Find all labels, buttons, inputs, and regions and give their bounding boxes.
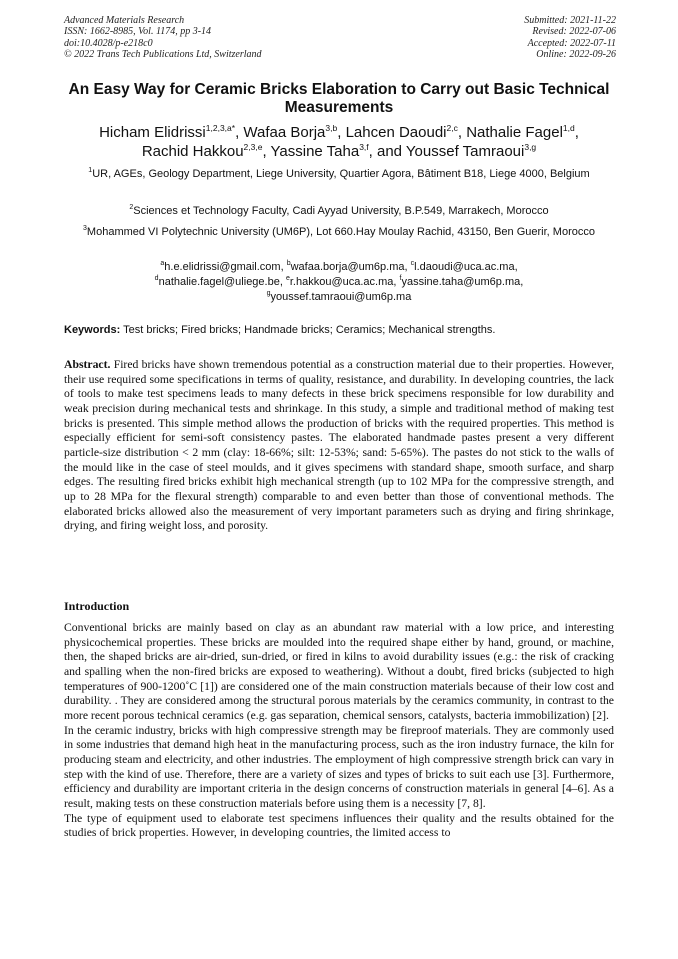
- issn-line: ISSN: 1662-8985, Vol. 1174, pp 3-14: [64, 26, 212, 38]
- abstract-label: Abstract.: [64, 358, 111, 371]
- email-entry: [267, 291, 412, 303]
- email-entry: [287, 261, 411, 273]
- affiliation-text: Sciences et Technology Faculty, Cadi Ayyad University, B.P.549, Marrakech, Morocco: [133, 205, 549, 217]
- author-affil-sup: 2,c: [446, 123, 458, 133]
- accepted-date: Accepted: 2022-07-11: [527, 37, 616, 49]
- affiliation-1: [64, 166, 614, 182]
- introduction-body: [64, 621, 614, 841]
- affiliation-sup: 3: [83, 225, 87, 232]
- section-heading-introduction: Introduction: [64, 599, 130, 613]
- email-separator: ,: [404, 261, 411, 273]
- author-affil-sup: 3,b: [325, 123, 338, 133]
- author-name: Hicham Elidrissi: [99, 124, 206, 141]
- author-separator: , and: [368, 142, 406, 160]
- author: [346, 124, 467, 141]
- author-name: Rachid Hakkou: [141, 142, 244, 160]
- author-name: Youssef Tamraoui: [405, 142, 525, 160]
- publication-dates: [524, 15, 616, 61]
- email-separator: ,: [393, 276, 400, 288]
- email-address[interactable]: youssef.tamraoui@um6p.ma: [270, 291, 412, 303]
- email-address[interactable]: l.daoudi@uca.ac.ma: [414, 261, 515, 273]
- email-separator: ,: [520, 276, 524, 288]
- email-address[interactable]: wafaa.borja@um6p.ma: [290, 261, 405, 273]
- author: [406, 143, 536, 160]
- abstract: [64, 358, 614, 534]
- email-entry: [155, 276, 286, 288]
- author: [271, 143, 406, 160]
- email-address[interactable]: h.e.elidrissi@gmail.com: [164, 261, 281, 273]
- author-name: Lahcen Daoudi: [345, 124, 447, 141]
- keywords-label: Keywords:: [64, 324, 121, 336]
- paper-title: An Easy Way for Ceramic Bricks Elaboration to Carry out Basic Technical Measurements: [68, 81, 610, 116]
- author-separator: ,: [574, 124, 579, 141]
- email-separator: ,: [279, 276, 286, 288]
- author-separator: ,: [337, 124, 346, 141]
- email-sup: g: [266, 290, 271, 297]
- journal-name: Advanced Materials Research: [64, 15, 185, 26]
- email-entry: [286, 276, 400, 288]
- doi-line: doi:10.4028/p-e218c0: [64, 37, 153, 49]
- submitted-date: Submitted: 2021-11-22: [524, 15, 616, 26]
- author-name: Nathalie Fagel: [466, 124, 563, 141]
- email-sup: d: [154, 275, 159, 282]
- email-sup: c: [410, 260, 415, 267]
- author-name: Wafaa Borja: [243, 124, 326, 141]
- affiliation-text: UR, AGEs, Geology Department, Liege University, Quartier Agora, Bâtiment B18, Liege 4000, Belgium: [92, 168, 590, 180]
- author-affil-sup: 1,2,3,a*: [205, 123, 236, 133]
- author-separator: ,: [457, 124, 467, 141]
- affiliation-text: Mohammed VI Polytechnic University (UM6P), Lot 660.Hay Moulay Rachid, 43150, Ben Guerir, Morocco: [86, 226, 595, 238]
- email-entry: [411, 261, 518, 273]
- keywords: [64, 323, 616, 337]
- paragraph: Conventional bricks are mainly based on clay as an abundant raw material with a low price, and interesting physicochemical properties. These bricks are moulded into the required shape either by hand, ground, or machine, then, the shaped bricks are air-dried, sun-dried, or fired in kilns to avoid durability issues (e.g.: the risk of cracking and spalling when the non-fired bricks are exposed to weathering). Without a doubt, fired bricks (subjected to high temperatures of 900-1200˚C [1]) are considered one of the main construction materials because of their low cost and durability. . They are considered among the structural porous materials by the ceramics community, in contrast to the more recent porous technical ceramics (e.g. gas separation, chemical sensors, catalysts, bacteria immobilization) [2].: [64, 621, 614, 722]
- author: [243, 124, 345, 141]
- author-affil-sup: 3,f: [359, 141, 369, 152]
- author: [142, 143, 271, 160]
- affiliation-3: [64, 224, 614, 240]
- paragraph: In the ceramic industry, bricks with high compressive strength may be fireproof materials. They are commonly used in some industries that demand high heat in the manufacturing process, such as the iron industry furnace, the kiln for producing steam and electricity, and other industries. The employment of high compressive strength brick can vary in step with the kind of use. Therefore, there are a variety of sizes and types of bricks to suit each use [3]. Furthermore, efficiency and durability are important criteria in the design concerns of construction materials in general [4–6]. As a result, making tests on these construction materials before using them is a necessity [7, 8].: [64, 723, 614, 810]
- email-separator: ,: [514, 261, 518, 273]
- author-affil-sup: 1,d: [562, 123, 575, 133]
- author-affil-sup: 3,g: [524, 141, 537, 152]
- email-sup: a: [160, 260, 165, 267]
- author-name: Yassine Taha: [270, 142, 360, 160]
- email-sup: f: [399, 275, 402, 282]
- affiliation-sup: 1: [88, 167, 93, 174]
- author-list: [56, 124, 622, 161]
- online-date: Online: 2022-09-26: [536, 49, 616, 61]
- revised-date: Revised: 2022-07-06: [532, 26, 616, 38]
- email-address[interactable]: yassine.taha@um6p.ma: [401, 276, 521, 288]
- author-separator: ,: [262, 142, 271, 160]
- email-entry: [160, 261, 286, 273]
- email-separator: ,: [280, 261, 287, 273]
- author: [466, 124, 579, 141]
- email-sup: b: [286, 260, 291, 267]
- copyright-line: © 2022 Trans Tech Publications Ltd, Switzerland: [64, 49, 262, 61]
- paragraph: The type of equipment used to elaborate test specimens influences their quality and the results obtained for the studies of brick properties. However, in developing countries, the limited access to: [64, 811, 614, 840]
- email-address[interactable]: nathalie.fagel@uliege.be: [158, 276, 280, 288]
- keywords-text: Test bricks; Fired bricks; Handmade bricks; Ceramics; Mechanical strengths.: [120, 324, 496, 336]
- affiliation-sup: 2: [129, 204, 134, 211]
- affiliation-2: [64, 203, 614, 219]
- journal-info: [64, 15, 262, 61]
- abstract-text: Fired bricks have shown tremendous potential as a construction material due to their properties. However, their use required some specifications in terms of quality, resistance, and durability. In developing countries, the lack of tools to make test specimens leads to many defects in these brick specimens responsible for low durability and weak precision during mechanical tests and shrinkage. In this study, a simple and traditional method of making test bricks is presented. This simple method allows the production of bricks with the required properties. This method is especially efficient for semi-soft consistency pastes. The elaborated handmade pastes present a very different particle-size distribution < 2 mm (clay: 18-66%; silt: 12-53%; sand: 5-65%). The pastes do not stick to the walls of the mould like in the case of steel moulds, and it gives specimens with standard shape, smooth surface, and sharp edges. The resulting fired bricks exhibit high mechanical strength (up to 102 MPa for the compressive strength, and up to 28 MPa for the flexural strength) comparable to and even better than those of conventional methods. The elaborated bricks allowed also the measurement of very important parameters such as drying and firing shrinkage, drying, and firing weight loss, and porosity.: [64, 358, 614, 533]
- email-entry: [400, 276, 524, 288]
- author: [99, 124, 243, 141]
- author-separator: ,: [235, 124, 244, 141]
- email-sup: e: [285, 275, 290, 282]
- author-affil-sup: 2,3,e: [243, 141, 263, 152]
- email-list: [64, 260, 614, 305]
- email-address[interactable]: r.hakkou@uca.ac.ma: [289, 276, 394, 288]
